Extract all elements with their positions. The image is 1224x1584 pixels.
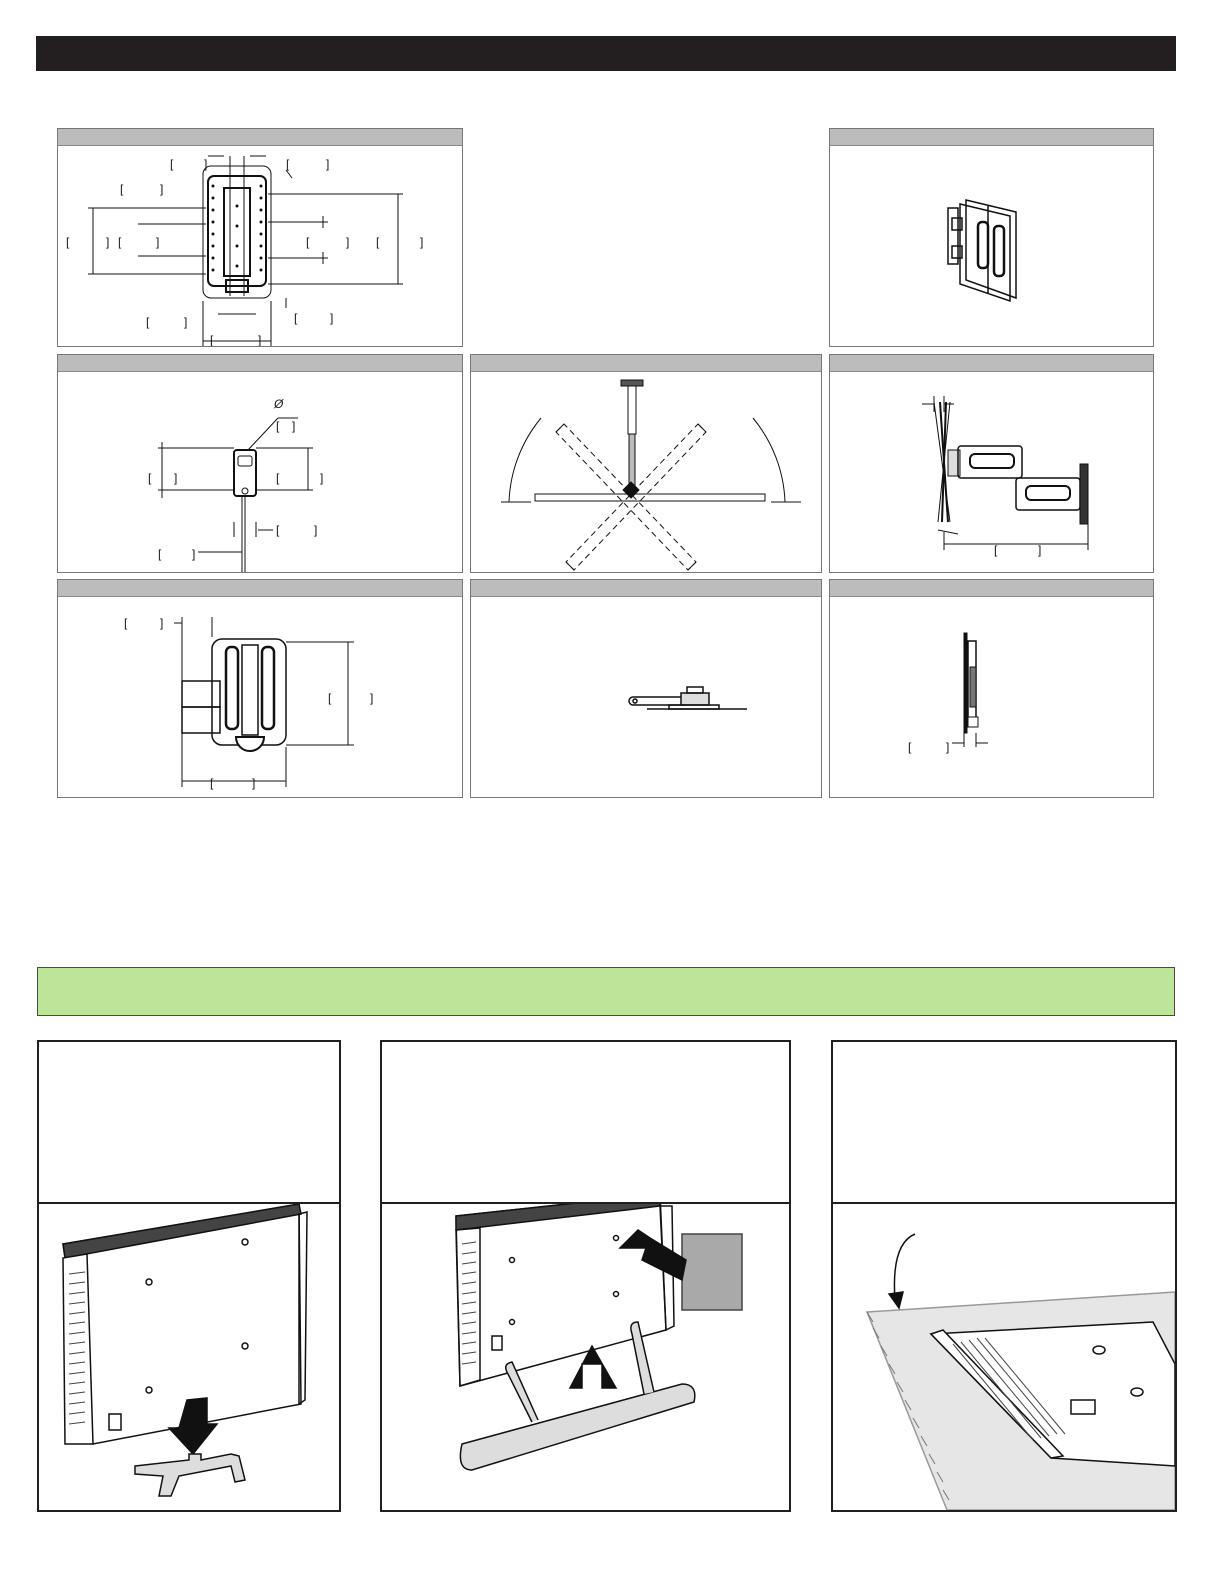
step-3-text [833,1042,1175,1204]
step-1-box [37,1040,341,1512]
top-view-drawing [471,597,822,798]
remove-tv-stand-illustration [39,1204,339,1510]
svg-text:[: [ [210,776,214,790]
svg-text:]: ] [258,333,262,347]
svg-text:[: [ [294,311,298,325]
rotation-view-panel [470,354,822,573]
svg-text:]: ] [252,776,256,790]
svg-text:]: ] [156,235,160,249]
svg-text:[: [ [158,547,162,561]
svg-text:]: ] [174,471,178,485]
panel-header [58,580,462,597]
isometric-drawing [830,146,1154,347]
diameter-symbol: Ø [274,397,284,411]
svg-text:[: [ [146,315,150,329]
svg-text:[: [ [276,523,280,537]
panel-header [58,355,462,372]
svg-text:[: [ [306,235,310,249]
svg-text:[: [ [120,182,124,196]
tilt-drawing [830,372,1154,573]
tilt-view-panel [829,354,1154,573]
svg-text:]: ] [370,691,374,705]
panel-header [58,129,462,146]
panel-header [471,580,821,597]
panel-header [830,355,1153,372]
svg-text:]: ] [946,740,950,754]
svg-text:]: ] [320,471,324,485]
plate-detail-drawing [58,372,463,573]
svg-text:[: [ [276,471,280,485]
svg-text:]: ] [346,235,350,249]
svg-text:[: [ [148,471,152,485]
svg-text:[: [ [210,333,214,347]
header-bar [36,36,1176,71]
svg-text:[: [ [170,157,174,171]
svg-text:[: [ [66,235,70,249]
svg-text:[: [ [118,235,122,249]
svg-text:]: ] [160,616,164,630]
front-view-panel [57,128,463,347]
svg-text:[: [ [376,235,380,249]
step-2-text [382,1042,789,1204]
svg-text:]: ] [184,315,188,329]
svg-text:[: [ [994,543,998,557]
svg-text:]: ] [420,235,424,249]
attach-bracket-plate-illustration [382,1204,789,1510]
step-2-box [380,1040,791,1512]
svg-text:]: ] [106,235,110,249]
svg-text:]: ] [326,157,330,171]
extension-drawing [58,597,463,798]
side-view-drawing [830,597,1154,798]
side-view-panel [829,579,1154,798]
svg-text:]: ] [192,547,196,561]
plate-detail-panel [57,354,463,573]
svg-text:[: [ [286,157,290,171]
step-3-box [831,1040,1177,1512]
tv-face-down-illustration [833,1204,1175,1510]
front-view-drawing [58,146,463,347]
svg-text:]: ] [204,157,208,171]
panel-header [471,355,821,372]
preparation-header-bar [37,967,1175,1016]
svg-text:[: [ [276,419,280,433]
svg-text:]: ] [160,182,164,196]
svg-text:]: ] [314,523,318,537]
svg-text:[: [ [124,616,128,630]
svg-text:]: ] [292,419,296,433]
isometric-view-panel [829,128,1154,347]
rotation-drawing [471,372,822,573]
svg-text:[: [ [908,740,912,754]
extension-view-panel [57,579,463,798]
svg-text:[: [ [328,691,332,705]
panel-header [830,580,1153,597]
panel-header [830,129,1153,146]
top-view-panel [470,579,822,798]
svg-text:]: ] [330,311,334,325]
svg-text:]: ] [1038,543,1042,557]
step-1-text [39,1042,339,1204]
